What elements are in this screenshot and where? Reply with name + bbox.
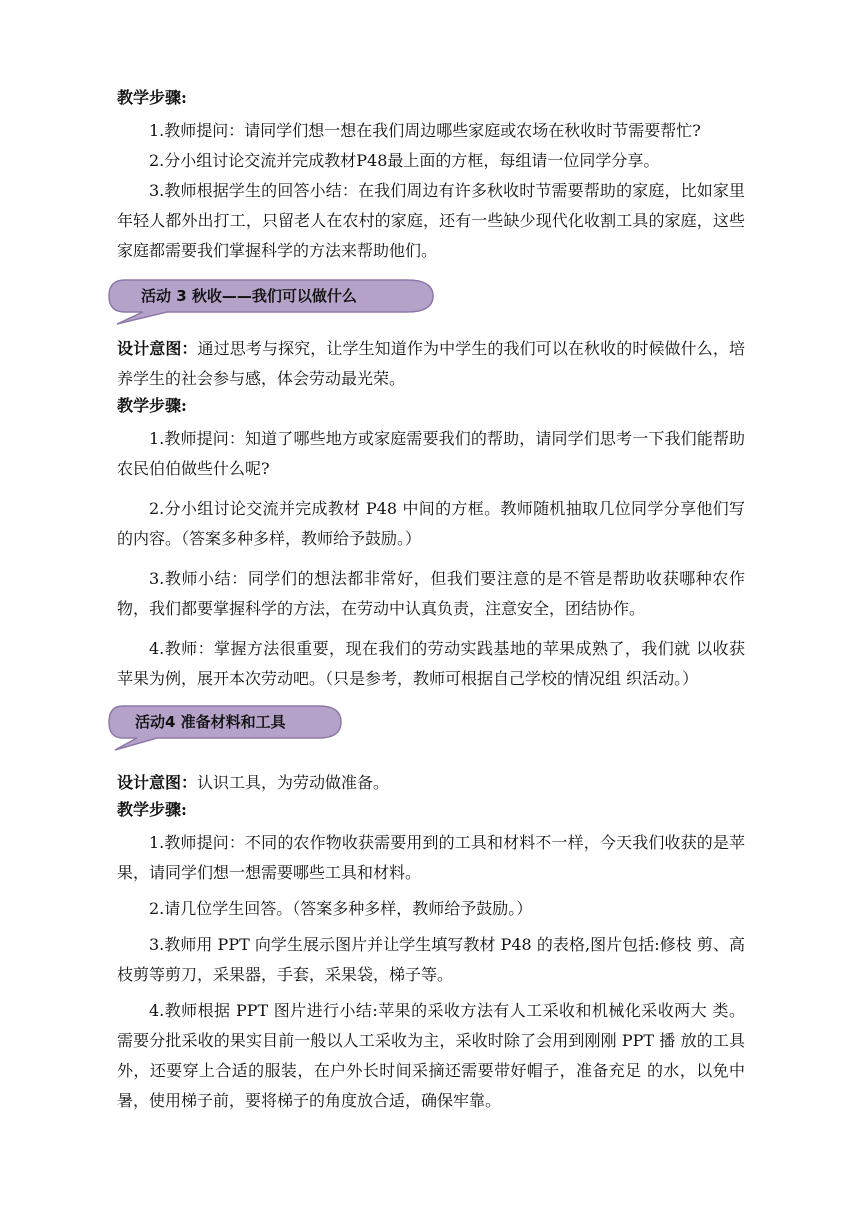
design-intent [117, 334, 745, 394]
step-1: 1.教师提问：不同的农作物收获需要用到的工具和材料不一样，今天我们收获的是苹果，请同学们想一想需要哪些工具和材料。 [117, 833, 745, 882]
step-1: 1.教师提问：请同学们想一想在我们周边哪些家庭或农场在秋收时节需要帮忙? [149, 121, 701, 140]
activity-4-title: 活动4 准备材料和工具 [135, 713, 286, 731]
step-2: 2.分小组讨论交流并完成教材 P48 中间的方框。教师随机抽取几位同学分享他们写的内容。（答案多种多样，教师给予鼓励。） [117, 499, 745, 548]
activity-4-banner [107, 704, 745, 750]
document-page [117, 86, 745, 1116]
design-intent-text: 通过思考与探究，让学生知道作为中学生的我们可以在秋收的时候做什么，培养学生的社会参与感，体会劳动最光荣。 [117, 339, 745, 388]
step-2: 2.分小组讨论交流并完成教材P48最上面的方框，每组请一位同学分享。 [149, 151, 660, 170]
step-1: 1.教师提问：知道了哪些地方或家庭需要我们的帮助，请同学们思考一下我们能帮助农民伯伯做些什么呢? [117, 429, 745, 478]
design-intent-label: 设计意图： [117, 339, 198, 358]
design-intent-label: 设计意图： [117, 773, 198, 792]
section-heading: 教学步骤: [117, 396, 187, 415]
activity-3-banner [107, 278, 745, 324]
activity-3-title: 活动 3 秋收——我们可以做什么 [141, 287, 357, 305]
step-3: 3.教师小结：同学们的想法都非常好，但我们要注意的是不管是帮助收获哪种农作物，我们都要掌握科学的方法，在劳动中认真负责，注意安全，团结协作。 [117, 569, 745, 618]
design-intent [117, 768, 745, 798]
step-3: 3.教师根据学生的回答小结：在我们周边有许多秋收时节需要帮助的家庭，比如家里年轻人都外出打工，只留老人在农村的家庭，还有一些缺少现代化收割工具的家庭，这些家庭都需要我们掌握科学的方法来帮助他们。 [117, 181, 745, 260]
step-4: 4.教师：掌握方法很重要，现在我们的劳动实践基地的苹果成熟了，我们就 以收获苹果为例，展开本次劳动吧。（只是参考，教师可根据自己学校的情况组 织活动。） [117, 639, 745, 688]
step-3: 3.教师用 PPT 向学生展示图片并让学生填写教材 P48 的表格,图片包括:修枝 剪、高枝剪等剪刀，采果器，手套，采果袋，梯子等。 [117, 935, 745, 984]
step-2: 2.请几位学生回答。（答案多种多样，教师给予鼓励。） [149, 899, 533, 918]
design-intent-text: 认识工具，为劳动做准备。 [197, 773, 390, 792]
section-heading: 教学步骤: [117, 800, 187, 819]
section-heading: 教学步骤: [117, 88, 187, 107]
step-4: 4.教师根据 PPT 图片进行小结:苹果的采收方法有人工采收和机械化采收两大 类。需要分批采收的果实目前一般以人工采收为主，采收时除了会用到刚刚 PPT 播 放的工具外，还要穿上合适的服装，在户外长时间采摘还需要带好帽子，准备充足 的水，以免中暑，使用梯子前，要将梯子的角度放合适，确保牢靠。 [117, 1001, 745, 1110]
